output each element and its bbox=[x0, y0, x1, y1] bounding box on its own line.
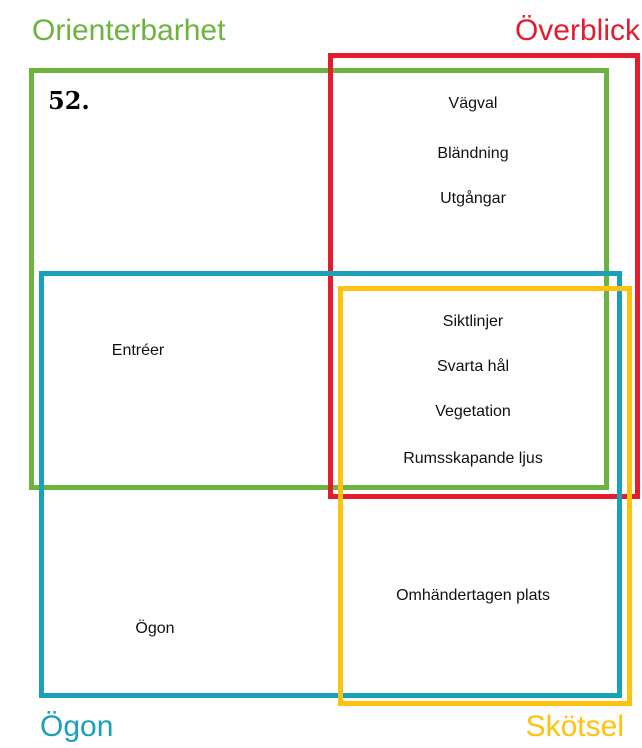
label-ogon-inner: Ögon bbox=[135, 620, 175, 637]
skotsel-title: Skötsel bbox=[525, 710, 624, 743]
orienterbarhet-title: Orienterbarhet bbox=[32, 14, 226, 47]
label-rumsskapande-ljus: Rumsskapande ljus bbox=[403, 450, 543, 467]
label-svarta-hal: Svarta hål bbox=[436, 358, 510, 375]
label-vegetation: Vegetation bbox=[435, 403, 511, 420]
label-siktlinjer: Siktlinjer bbox=[442, 313, 504, 330]
label-entreer: Entréer bbox=[111, 342, 165, 359]
label-omhandertagen-plats: Omhändertagen plats bbox=[396, 587, 550, 604]
ogon-title: Ögon bbox=[40, 710, 114, 743]
label-utgangar: Utgångar bbox=[440, 190, 506, 207]
label-blandning: Bländning bbox=[437, 145, 509, 162]
overblick-title: Överblick bbox=[514, 14, 640, 47]
figure-number: 52. bbox=[48, 86, 90, 115]
label-vagval: Vägval bbox=[448, 95, 498, 112]
skotsel-frame bbox=[338, 286, 632, 706]
